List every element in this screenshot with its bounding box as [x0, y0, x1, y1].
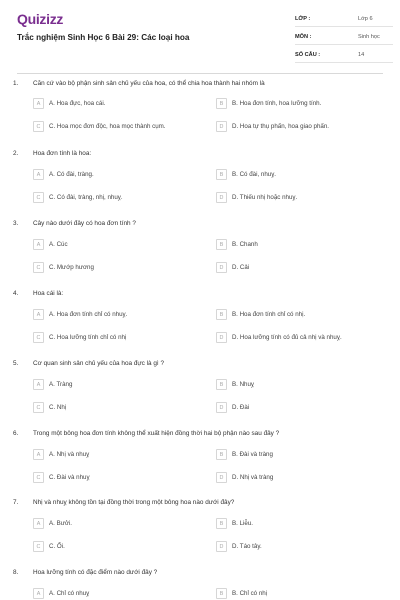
option-letter-box: D: [216, 541, 227, 552]
option-text: B. Chanh: [232, 241, 258, 248]
option-a[interactable]: [33, 309, 208, 321]
option-d[interactable]: [216, 121, 391, 133]
option-c[interactable]: [33, 192, 208, 204]
option-text: C. Nhị: [49, 404, 67, 411]
worksheet-header: [0, 0, 400, 68]
option-letter-box: C: [33, 332, 44, 343]
option-letter-box: A: [33, 239, 44, 250]
worksheet-title: Trắc nghiệm Sinh Học 6 Bài 29: Các loại hoa: [17, 33, 190, 42]
option-letter-box: B: [216, 379, 227, 390]
header-divider: [17, 73, 383, 74]
option-text: A. Bưởi.: [49, 520, 72, 527]
meta-table: [295, 0, 393, 63]
option-letter-box: B: [216, 449, 227, 460]
option-b[interactable]: [216, 98, 391, 110]
question-number: 4.: [13, 290, 19, 297]
question-2: [0, 150, 400, 220]
question-1: [0, 80, 400, 150]
question-number: 5.: [13, 360, 19, 367]
option-c[interactable]: [33, 472, 208, 484]
option-text: D. Táo tây.: [232, 543, 262, 550]
option-b[interactable]: [216, 449, 391, 461]
question-number: 8.: [13, 569, 19, 576]
option-letter-box: D: [216, 262, 227, 273]
meta-row-count: [295, 45, 393, 63]
option-letter-box: B: [216, 169, 227, 180]
option-d[interactable]: [216, 541, 391, 553]
option-text: A. Hoa đơn tính chỉ có nhuỵ.: [49, 311, 128, 318]
question-number: 6.: [13, 430, 19, 437]
question-text: Cây nào dưới đây có hoa đơn tính ?: [33, 220, 136, 227]
question-number: 3.: [13, 220, 19, 227]
option-d[interactable]: [216, 262, 391, 274]
option-text: C. Ổi.: [49, 543, 65, 550]
option-b[interactable]: [216, 518, 391, 530]
option-text: A. Cúc: [49, 241, 68, 248]
option-letter-box: A: [33, 449, 44, 460]
option-text: A. Tràng: [49, 381, 73, 388]
option-letter-box: B: [216, 588, 227, 599]
option-letter-box: B: [216, 309, 227, 320]
option-text: C. Mướp hương: [49, 264, 94, 271]
option-letter-box: A: [33, 98, 44, 109]
option-a[interactable]: [33, 169, 208, 181]
option-text: A. Nhị và nhuỵ: [49, 451, 90, 458]
question-3: [0, 220, 400, 290]
question-6: [0, 430, 400, 500]
option-letter-box: C: [33, 192, 44, 203]
option-text: C. Có đài, tràng, nhị, nhuỵ.: [49, 194, 123, 201]
option-a[interactable]: [33, 518, 208, 530]
question-7: [0, 499, 400, 569]
option-text: B. Hoa đơn tính chỉ có nhị.: [232, 311, 306, 318]
meta-row-subject: [295, 27, 393, 45]
option-letter-box: D: [216, 121, 227, 132]
meta-value: Lớp 6: [358, 16, 373, 22]
question-4: [0, 290, 400, 360]
option-text: B. Nhuỵ: [232, 381, 255, 388]
question-5: [0, 360, 400, 430]
option-letter-box: C: [33, 541, 44, 552]
question-text: Cơ quan sinh sản chủ yếu của hoa đực là gì ?: [33, 360, 165, 367]
question-number: 7.: [13, 499, 19, 506]
option-text: D. Đài: [232, 404, 250, 411]
meta-value: 14: [358, 52, 365, 58]
option-a[interactable]: [33, 379, 208, 391]
option-d[interactable]: [216, 192, 391, 204]
question-text: Trong một bông hoa đơn tính không thể xuất hiện đồng thời hai bộ phận nào sau đây ?: [33, 430, 280, 437]
question-text: Căn cứ vào bộ phận sinh sản chủ yếu của hoa, có thể chia hoa thành hai nhóm là: [33, 80, 265, 87]
option-text: C. Đài và nhuỵ: [49, 474, 90, 481]
option-text: D. Hoa lưỡng tính có đủ cả nhị và nhuỵ.: [232, 334, 342, 341]
option-d[interactable]: [216, 332, 391, 344]
meta-row-class: [295, 0, 393, 27]
question-number: 1.: [13, 80, 19, 87]
option-letter-box: A: [33, 169, 44, 180]
option-text: D. Hoa tự thụ phấn, hoa giao phấn.: [232, 123, 330, 130]
option-letter-box: C: [33, 121, 44, 132]
option-text: B. Liễu.: [232, 520, 253, 527]
meta-value: Sinh học: [358, 34, 380, 40]
option-text: D. Nhị và tràng: [232, 474, 274, 481]
question-number: 2.: [13, 150, 19, 157]
option-b[interactable]: [216, 588, 391, 600]
option-letter-box: A: [33, 309, 44, 320]
option-text: B. Đài và tràng: [232, 451, 273, 458]
option-b[interactable]: [216, 169, 391, 181]
option-letter-box: B: [216, 239, 227, 250]
option-letter-box: A: [33, 518, 44, 529]
question-text: Hoa cái là:: [33, 290, 64, 297]
option-text: B. Có đài, nhuỵ.: [232, 171, 277, 178]
option-text: A. Có đài, tràng.: [49, 171, 94, 178]
option-text: D. Thiếu nhị hoặc nhuỵ.: [232, 194, 298, 201]
option-letter-box: D: [216, 472, 227, 483]
option-a[interactable]: [33, 449, 208, 461]
option-a[interactable]: [33, 98, 208, 110]
option-c[interactable]: [33, 541, 208, 553]
option-a[interactable]: [33, 239, 208, 251]
option-b[interactable]: [216, 379, 391, 391]
option-d[interactable]: [216, 472, 391, 484]
option-letter-box: B: [216, 98, 227, 109]
option-letter-box: C: [33, 402, 44, 413]
meta-label: LỚP :: [295, 16, 311, 22]
option-letter-box: A: [33, 379, 44, 390]
meta-label: MÔN :: [295, 34, 312, 40]
question-text: Nhị và nhuỵ không tồn tại đồng thời trong một bông hoa nào dưới đây?: [33, 499, 235, 506]
option-b[interactable]: [216, 239, 391, 251]
option-c[interactable]: [33, 121, 208, 133]
option-letter-box: C: [33, 262, 44, 273]
option-text: D. Cải: [232, 264, 250, 271]
option-letter-box: A: [33, 588, 44, 599]
option-d[interactable]: [216, 402, 391, 414]
option-b[interactable]: [216, 309, 391, 321]
question-text: Hoa lưỡng tính có đặc điểm nào dưới đây ?: [33, 569, 158, 576]
option-text: A. Hoa đực, hoa cái.: [49, 100, 106, 107]
option-text: B. Chỉ có nhị: [232, 590, 268, 597]
option-text: A. Chỉ có nhuỵ: [49, 590, 90, 597]
question-8: [0, 569, 400, 600]
option-c[interactable]: [33, 332, 208, 344]
meta-label: SỐ CÂU :: [295, 52, 321, 58]
option-c[interactable]: [33, 262, 208, 274]
option-letter-box: C: [33, 472, 44, 483]
quizizz-logo: Quizizz: [17, 11, 64, 27]
option-letter-box: D: [216, 332, 227, 343]
option-text: C. Hoa mọc đơn độc, hoa mọc thành cụm.: [49, 123, 166, 130]
option-text: C. Hoa lưỡng tính chỉ có nhị: [49, 334, 127, 341]
option-letter-box: D: [216, 402, 227, 413]
option-letter-box: D: [216, 192, 227, 203]
option-letter-box: B: [216, 518, 227, 529]
question-text: Hoa đơn tính là hoa:: [33, 150, 92, 157]
option-text: B. Hoa đơn tính, hoa lưỡng tính.: [232, 100, 322, 107]
option-a[interactable]: [33, 588, 208, 600]
option-c[interactable]: [33, 402, 208, 414]
